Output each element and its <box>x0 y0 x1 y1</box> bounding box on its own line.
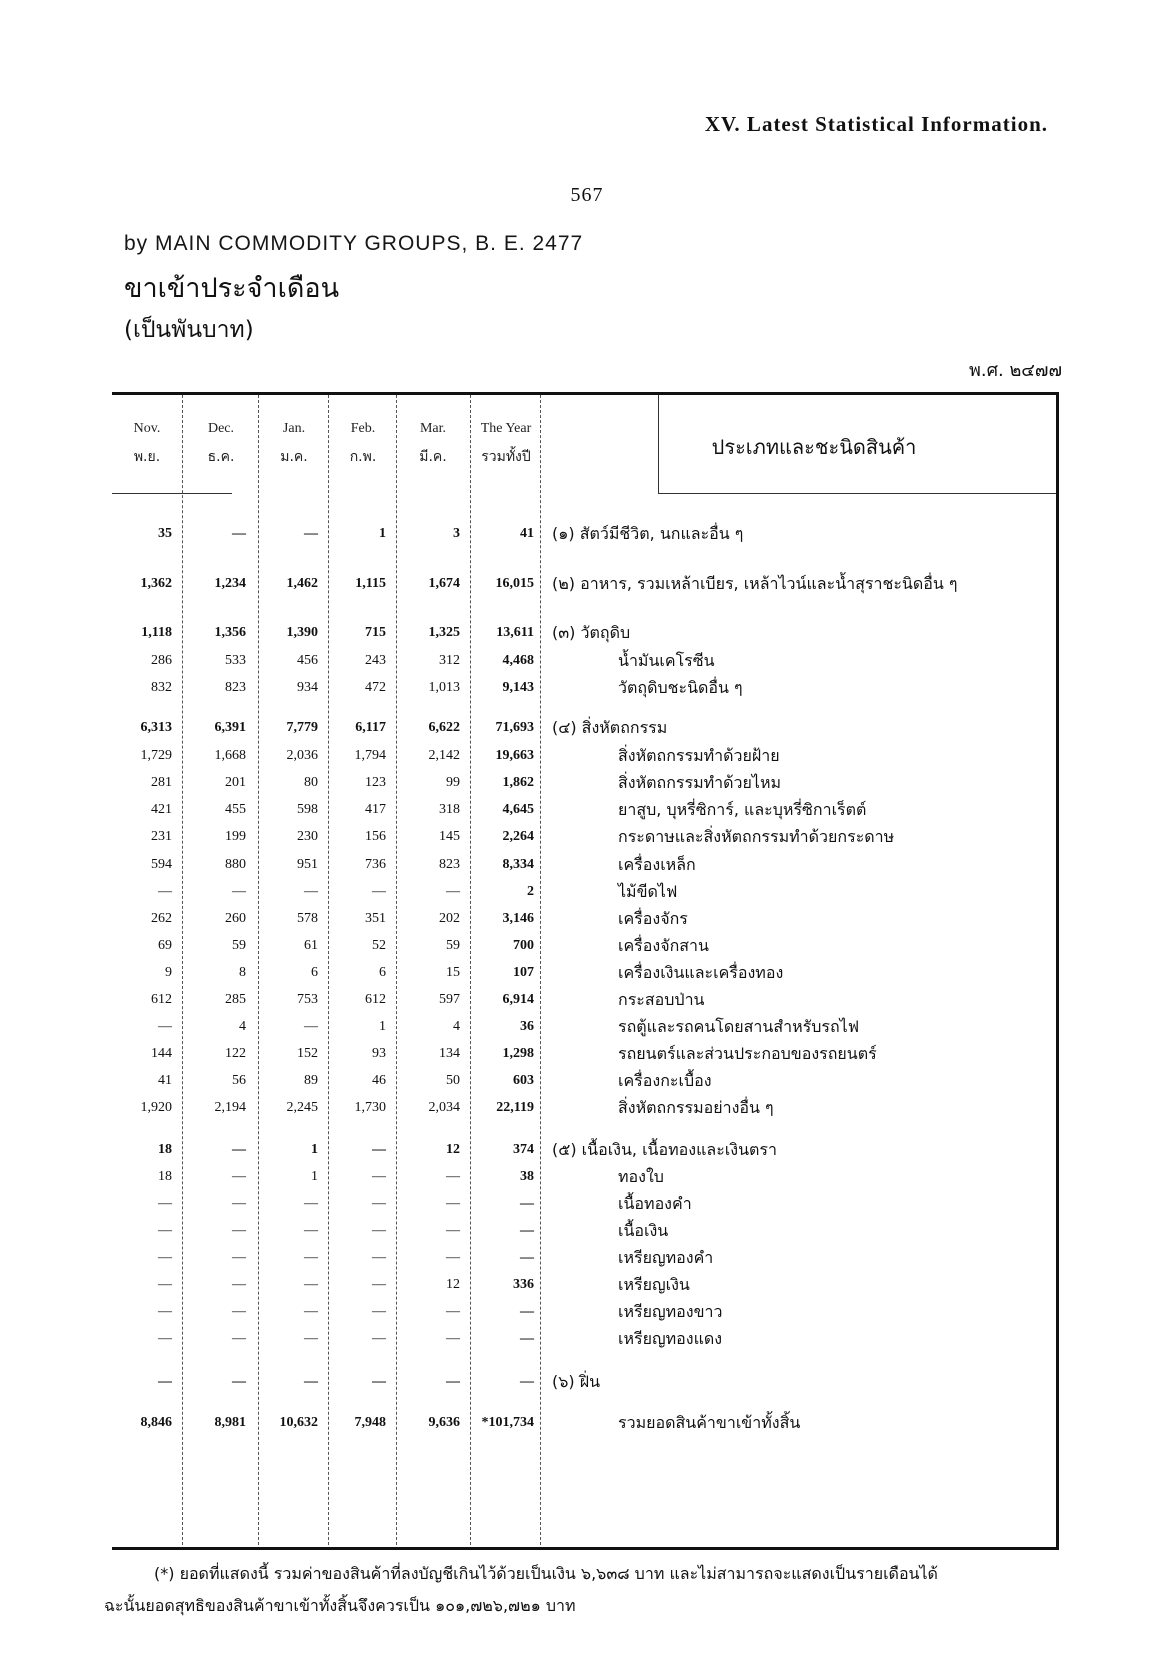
cell-dec: 199 <box>225 829 246 844</box>
table-row <box>112 1014 1056 1040</box>
cell-feb: — <box>372 1374 386 1389</box>
cell-jan: 1 <box>311 1142 318 1157</box>
item-label: กระดาษและสิ่งหัตถกรรมทำด้วยกระดาษ <box>618 827 895 846</box>
cell-jan: 7,779 <box>286 720 318 735</box>
cell-year: *101,734 <box>481 1415 534 1430</box>
cell-feb: 1 <box>379 526 386 541</box>
item-label: เครื่องเงินและเครื่องทอง <box>618 963 784 982</box>
item-label: เหรียญทองขาว <box>618 1302 723 1321</box>
cell-dec: 285 <box>225 992 246 1007</box>
cell-jan: — <box>304 1277 318 1292</box>
table-row <box>112 933 1056 959</box>
cell-nov: 35 <box>158 526 172 541</box>
cell-nov: 18 <box>158 1142 172 1157</box>
cell-year: — <box>520 1304 534 1319</box>
cell-mar: 2,142 <box>428 748 460 763</box>
group-label: (๑) สัตว์มีชีวิต, นกและอื่น ๆ <box>552 524 744 543</box>
cell-dec: — <box>232 1169 246 1184</box>
cell-mar: 145 <box>439 829 460 844</box>
cell-feb: 6 <box>379 965 386 980</box>
cell-mar: 9,636 <box>428 1415 460 1430</box>
table-row <box>112 1369 1056 1395</box>
cell-feb: 1 <box>379 1019 386 1034</box>
cell-nov: 286 <box>151 653 172 668</box>
cell-dec: 260 <box>225 911 246 926</box>
cell-dec: — <box>232 884 246 899</box>
cell-jan: — <box>304 1304 318 1319</box>
cell-jan: — <box>304 1374 318 1389</box>
cell-mar: 50 <box>446 1073 460 1088</box>
cell-mar: 6,622 <box>428 720 460 735</box>
group-label: (๒) อาหาร, รวมเหล้าเบียร, เหล้าไวน์และน้ำสุราชะนิดอื่น ๆ <box>552 574 958 593</box>
cell-dec: 201 <box>225 775 246 790</box>
table-row <box>112 1272 1056 1298</box>
group-label: (๕) เนื้อเงิน, เนื้อทองและเงินตรา <box>552 1140 777 1159</box>
cell-feb: 156 <box>365 829 386 844</box>
cell-year: — <box>520 1223 534 1238</box>
cell-mar: 59 <box>446 938 460 953</box>
item-label: เครื่องจักสาน <box>618 936 709 955</box>
cell-feb: 1,794 <box>354 748 386 763</box>
cell-dec: — <box>232 1374 246 1389</box>
cell-nov: — <box>158 1374 172 1389</box>
cell-mar: 3 <box>453 526 460 541</box>
cell-feb: 46 <box>372 1073 386 1088</box>
cell-year: 374 <box>513 1142 534 1157</box>
table-row <box>112 1137 1056 1163</box>
cell-dec: 455 <box>225 802 246 817</box>
cell-dec: 6,391 <box>214 720 246 735</box>
cell-jan: 456 <box>297 653 318 668</box>
table-row <box>112 1218 1056 1244</box>
cell-nov: — <box>158 1331 172 1346</box>
cell-dec: — <box>232 1277 246 1292</box>
cell-jan: 10,632 <box>279 1415 318 1430</box>
cell-jan: 152 <box>297 1046 318 1061</box>
table-row <box>112 879 1056 905</box>
thai-table-title: ขาเข้าประจำเดือน <box>124 273 340 304</box>
cell-dec: 59 <box>232 938 246 953</box>
cell-nov: — <box>158 1250 172 1265</box>
cell-dec: — <box>232 1304 246 1319</box>
cell-mar: — <box>446 884 460 899</box>
description-column-header: ประเภทและชะนิดสินค้า <box>711 435 917 459</box>
table-row <box>112 1095 1056 1121</box>
cell-dec: 8,981 <box>214 1415 246 1430</box>
item-label: เครื่องเหล็ก <box>618 855 696 874</box>
statistics-table <box>112 392 1059 1550</box>
cell-year: 2 <box>527 884 534 899</box>
cell-feb: 52 <box>372 938 386 953</box>
item-label: สิ่งหัตถกรรมทำด้วยฝ้าย <box>618 746 780 765</box>
cell-mar: 99 <box>446 775 460 790</box>
table-row <box>112 1068 1056 1094</box>
cell-mar: 4 <box>453 1019 460 1034</box>
cell-jan: 80 <box>304 775 318 790</box>
cell-dec: 56 <box>232 1073 246 1088</box>
item-label: สิ่งหัตถกรรมอย่างอื่น ๆ <box>618 1098 774 1117</box>
cell-feb: — <box>372 1169 386 1184</box>
table-title: by MAIN COMMODITY GROUPS, B. E. 2477 <box>124 232 584 255</box>
header-rule <box>112 493 232 494</box>
table-row <box>112 852 1056 878</box>
cell-jan: — <box>304 526 318 541</box>
cell-mar: 597 <box>439 992 460 1007</box>
cell-nov: 1,118 <box>141 625 172 640</box>
table-row <box>112 906 1056 932</box>
group-label: (๖) ฝิ่น <box>552 1372 601 1391</box>
table-row <box>112 1191 1056 1217</box>
cell-year: 4,645 <box>502 802 534 817</box>
cell-mar: 202 <box>439 911 460 926</box>
cell-jan: 1,390 <box>286 625 318 640</box>
cell-jan: — <box>304 1331 318 1346</box>
cell-feb: — <box>372 1304 386 1319</box>
cell-mar: — <box>446 1374 460 1389</box>
cell-feb: 472 <box>365 680 386 695</box>
cell-mar: 2,034 <box>428 1100 460 1115</box>
cell-mar: 312 <box>439 653 460 668</box>
cell-jan: 6 <box>311 965 318 980</box>
cell-year: 1,862 <box>502 775 534 790</box>
cell-mar: 15 <box>446 965 460 980</box>
item-label: สิ่งหัตถกรรมทำด้วยไหม <box>618 773 782 792</box>
cell-dec: — <box>232 1196 246 1211</box>
column-header-nov: Nov. พ.ย. <box>133 421 161 465</box>
cell-nov: 9 <box>165 965 172 980</box>
item-label: กระสอบป่าน <box>618 990 705 1009</box>
table-row <box>112 797 1056 823</box>
cell-mar: — <box>446 1223 460 1238</box>
cell-nov: — <box>158 1019 172 1034</box>
cell-dec: 880 <box>225 857 246 872</box>
footnote-line-1: (*) ยอดที่แสดงนี้ รวมค่าของสินค้าที่ลงบัญชีเกินไว้ด้วยเป็นเงิน ๖,๖๓๘ บาท และไม่สามารถจะแสดงเป็นรายเดือนได้ <box>154 1564 938 1583</box>
cell-jan: 61 <box>304 938 318 953</box>
cell-dec: 122 <box>225 1046 246 1061</box>
footnote-line-2: ฉะนั้นยอดสุทธิของสินค้าขาเข้าทั้งสิ้นจึงควรเป็น ๑๐๑,๗๒๖,๗๒๑ บาท <box>104 1596 576 1615</box>
page-number: 567 <box>570 184 604 206</box>
table-row <box>112 1041 1056 1067</box>
table-row <box>112 743 1056 769</box>
cell-feb: — <box>372 1277 386 1292</box>
cell-nov: 421 <box>151 802 172 817</box>
cell-mar: 134 <box>439 1046 460 1061</box>
cell-dec: 1,234 <box>214 576 246 591</box>
item-label: รถตู้และรถคนโดยสานสำหรับรถไฟ <box>618 1017 860 1036</box>
cell-nov: 1,729 <box>140 748 172 763</box>
cell-year: 16,015 <box>495 576 534 591</box>
cell-feb: 1,115 <box>355 576 386 591</box>
table-row <box>112 521 1056 547</box>
table-row <box>112 715 1056 741</box>
cell-jan: — <box>304 1223 318 1238</box>
cell-feb: — <box>372 1142 386 1157</box>
item-label: เหรียญทองแดง <box>618 1329 723 1348</box>
cell-nov: 6,313 <box>140 720 172 735</box>
table-row <box>112 675 1056 701</box>
group-label: (๓) วัตถุดิบ <box>552 623 631 642</box>
cell-year: 603 <box>513 1073 534 1088</box>
item-label: ทองใบ <box>618 1167 664 1186</box>
cell-feb: 123 <box>365 775 386 790</box>
section-title: XV. Latest Statistical Information. <box>704 112 1048 136</box>
cell-dec: — <box>232 1223 246 1238</box>
cell-mar: — <box>446 1304 460 1319</box>
cell-mar: 318 <box>439 802 460 817</box>
cell-year: 19,663 <box>495 748 534 763</box>
cell-feb: — <box>372 1331 386 1346</box>
cell-feb: — <box>372 1250 386 1265</box>
cell-jan: — <box>304 1250 318 1265</box>
table-row <box>112 770 1056 796</box>
cell-dec: 823 <box>225 680 246 695</box>
cell-year: 36 <box>520 1019 534 1034</box>
cell-dec: 4 <box>239 1019 246 1034</box>
table-row <box>112 620 1056 646</box>
table-row <box>112 648 1056 674</box>
cell-year: 700 <box>513 938 534 953</box>
column-header-mar: Mar. มี.ค. <box>419 421 447 465</box>
cell-mar: — <box>446 1250 460 1265</box>
cell-dec: 1,668 <box>214 748 246 763</box>
cell-nov: 262 <box>151 911 172 926</box>
cell-nov: 69 <box>158 938 172 953</box>
table-row <box>112 1164 1056 1190</box>
cell-feb: 1,730 <box>354 1100 386 1115</box>
cell-dec: 2,194 <box>214 1100 246 1115</box>
table-row <box>112 960 1056 986</box>
cell-jan: 1,462 <box>286 576 318 591</box>
cell-feb: — <box>372 1223 386 1238</box>
footnote <box>104 1558 1074 1622</box>
item-label: เครื่องกะเบื้อง <box>618 1071 712 1090</box>
cell-feb: 243 <box>365 653 386 668</box>
item-label: เหรียญเงิน <box>618 1275 690 1294</box>
table-row <box>112 824 1056 850</box>
cell-nov: 281 <box>151 775 172 790</box>
cell-jan: — <box>304 1196 318 1211</box>
cell-year: 71,693 <box>495 720 534 735</box>
column-header-feb: Feb. ก.พ. <box>349 421 377 465</box>
cell-jan: 230 <box>297 829 318 844</box>
cell-year: 8,334 <box>502 857 534 872</box>
cell-year: 1,298 <box>502 1046 534 1061</box>
cell-mar: — <box>446 1169 460 1184</box>
table-row <box>112 1245 1056 1271</box>
cell-mar: 823 <box>439 857 460 872</box>
cell-dec: 533 <box>225 653 246 668</box>
table-row <box>112 987 1056 1013</box>
cell-nov: 231 <box>151 829 172 844</box>
cell-dec: — <box>232 1250 246 1265</box>
cell-nov: 594 <box>151 857 172 872</box>
cell-dec: — <box>232 1331 246 1346</box>
item-label: เนื้อเงิน <box>618 1221 669 1240</box>
cell-year: 9,143 <box>502 680 534 695</box>
item-label: รวมยอดสินค้าขาเข้าทั้งสิ้น <box>618 1413 801 1432</box>
cell-dec: — <box>232 1142 246 1157</box>
cell-jan: — <box>304 1019 318 1034</box>
cell-jan: 1 <box>311 1169 318 1184</box>
cell-dec: 1,356 <box>214 625 246 640</box>
item-label: เนื้อทองคำ <box>618 1194 692 1213</box>
cell-nov: — <box>158 1304 172 1319</box>
cell-nov: 41 <box>158 1073 172 1088</box>
cell-feb: 351 <box>365 911 386 926</box>
column-header-year: The Year รวมทั้งปี <box>480 421 532 465</box>
cell-jan: 951 <box>297 857 318 872</box>
cell-mar: 1,013 <box>428 680 460 695</box>
cell-year: 3,146 <box>502 911 534 926</box>
cell-year: 107 <box>513 965 534 980</box>
cell-mar: — <box>446 1196 460 1211</box>
cell-nov: 612 <box>151 992 172 1007</box>
year-label: พ.ศ. ๒๔๗๗ <box>968 360 1062 381</box>
cell-nov: 1,362 <box>140 576 172 591</box>
item-label: วัตถุดิบชะนิดอื่น ๆ <box>618 678 743 697</box>
cell-year: — <box>520 1196 534 1211</box>
cell-year: 41 <box>520 526 534 541</box>
cell-feb: 6,117 <box>355 720 386 735</box>
cell-feb: 736 <box>365 857 386 872</box>
cell-dec: — <box>232 526 246 541</box>
cell-jan: 934 <box>297 680 318 695</box>
total-row <box>112 1410 1056 1436</box>
cell-year: 13,611 <box>496 625 534 640</box>
cell-jan: 598 <box>297 802 318 817</box>
item-label: รถยนตร์และส่วนประกอบของรถยนตร์ <box>618 1044 877 1063</box>
cell-jan: 2,036 <box>286 748 318 763</box>
item-label: น้ำมันเคโรซีน <box>618 651 715 670</box>
cell-year: — <box>520 1250 534 1265</box>
cell-feb: — <box>372 884 386 899</box>
column-header-jan: Jan. ม.ค. <box>280 421 308 465</box>
cell-feb: 417 <box>365 802 386 817</box>
cell-nov: 8,846 <box>140 1415 172 1430</box>
cell-year: — <box>520 1331 534 1346</box>
cell-nov: 18 <box>158 1169 172 1184</box>
cell-feb: 715 <box>365 625 386 640</box>
cell-jan: 578 <box>297 911 318 926</box>
cell-feb: 93 <box>372 1046 386 1061</box>
cell-year: 22,119 <box>496 1100 534 1115</box>
cell-year: 38 <box>520 1169 534 1184</box>
unit-note: (เป็นพันบาท) <box>124 317 254 343</box>
cell-mar: — <box>446 1331 460 1346</box>
table-row <box>112 1299 1056 1325</box>
cell-mar: 1,325 <box>428 625 460 640</box>
cell-nov: — <box>158 1196 172 1211</box>
item-label: ยาสูบ, บุหรี่ซิการ์, และบุหรี่ซิกาเร็ตต์ <box>618 800 867 819</box>
cell-feb: 7,948 <box>354 1415 386 1430</box>
cell-nov: 832 <box>151 680 172 695</box>
cell-nov: — <box>158 1223 172 1238</box>
cell-nov: 144 <box>151 1046 172 1061</box>
cell-mar: 12 <box>446 1142 460 1157</box>
cell-year: 336 <box>513 1277 534 1292</box>
cell-jan: 89 <box>304 1073 318 1088</box>
cell-mar: 1,674 <box>428 576 460 591</box>
item-label: เหรียญทองคำ <box>618 1248 714 1267</box>
cell-year: — <box>520 1374 534 1389</box>
cell-nov: — <box>158 1277 172 1292</box>
group-label: (๔) สิ่งหัตถกรรม <box>552 718 668 737</box>
table-row <box>112 1326 1056 1352</box>
cell-jan: — <box>304 884 318 899</box>
item-label: เครื่องจักร <box>618 909 688 928</box>
cell-feb: 612 <box>365 992 386 1007</box>
cell-year: 4,468 <box>502 653 534 668</box>
cell-mar: 12 <box>446 1277 460 1292</box>
cell-nov: 1,920 <box>140 1100 172 1115</box>
cell-year: 2,264 <box>502 829 534 844</box>
cell-jan: 753 <box>297 992 318 1007</box>
cell-nov: — <box>158 884 172 899</box>
cell-feb: — <box>372 1196 386 1211</box>
header-rule <box>658 493 1056 494</box>
cell-year: 6,914 <box>502 992 534 1007</box>
column-header-dec: Dec. ธ.ค. <box>207 421 235 465</box>
table-row <box>112 571 1056 597</box>
cell-jan: 2,245 <box>286 1100 318 1115</box>
item-label: ไม้ขีดไฟ <box>618 882 678 901</box>
cell-dec: 8 <box>239 965 246 980</box>
